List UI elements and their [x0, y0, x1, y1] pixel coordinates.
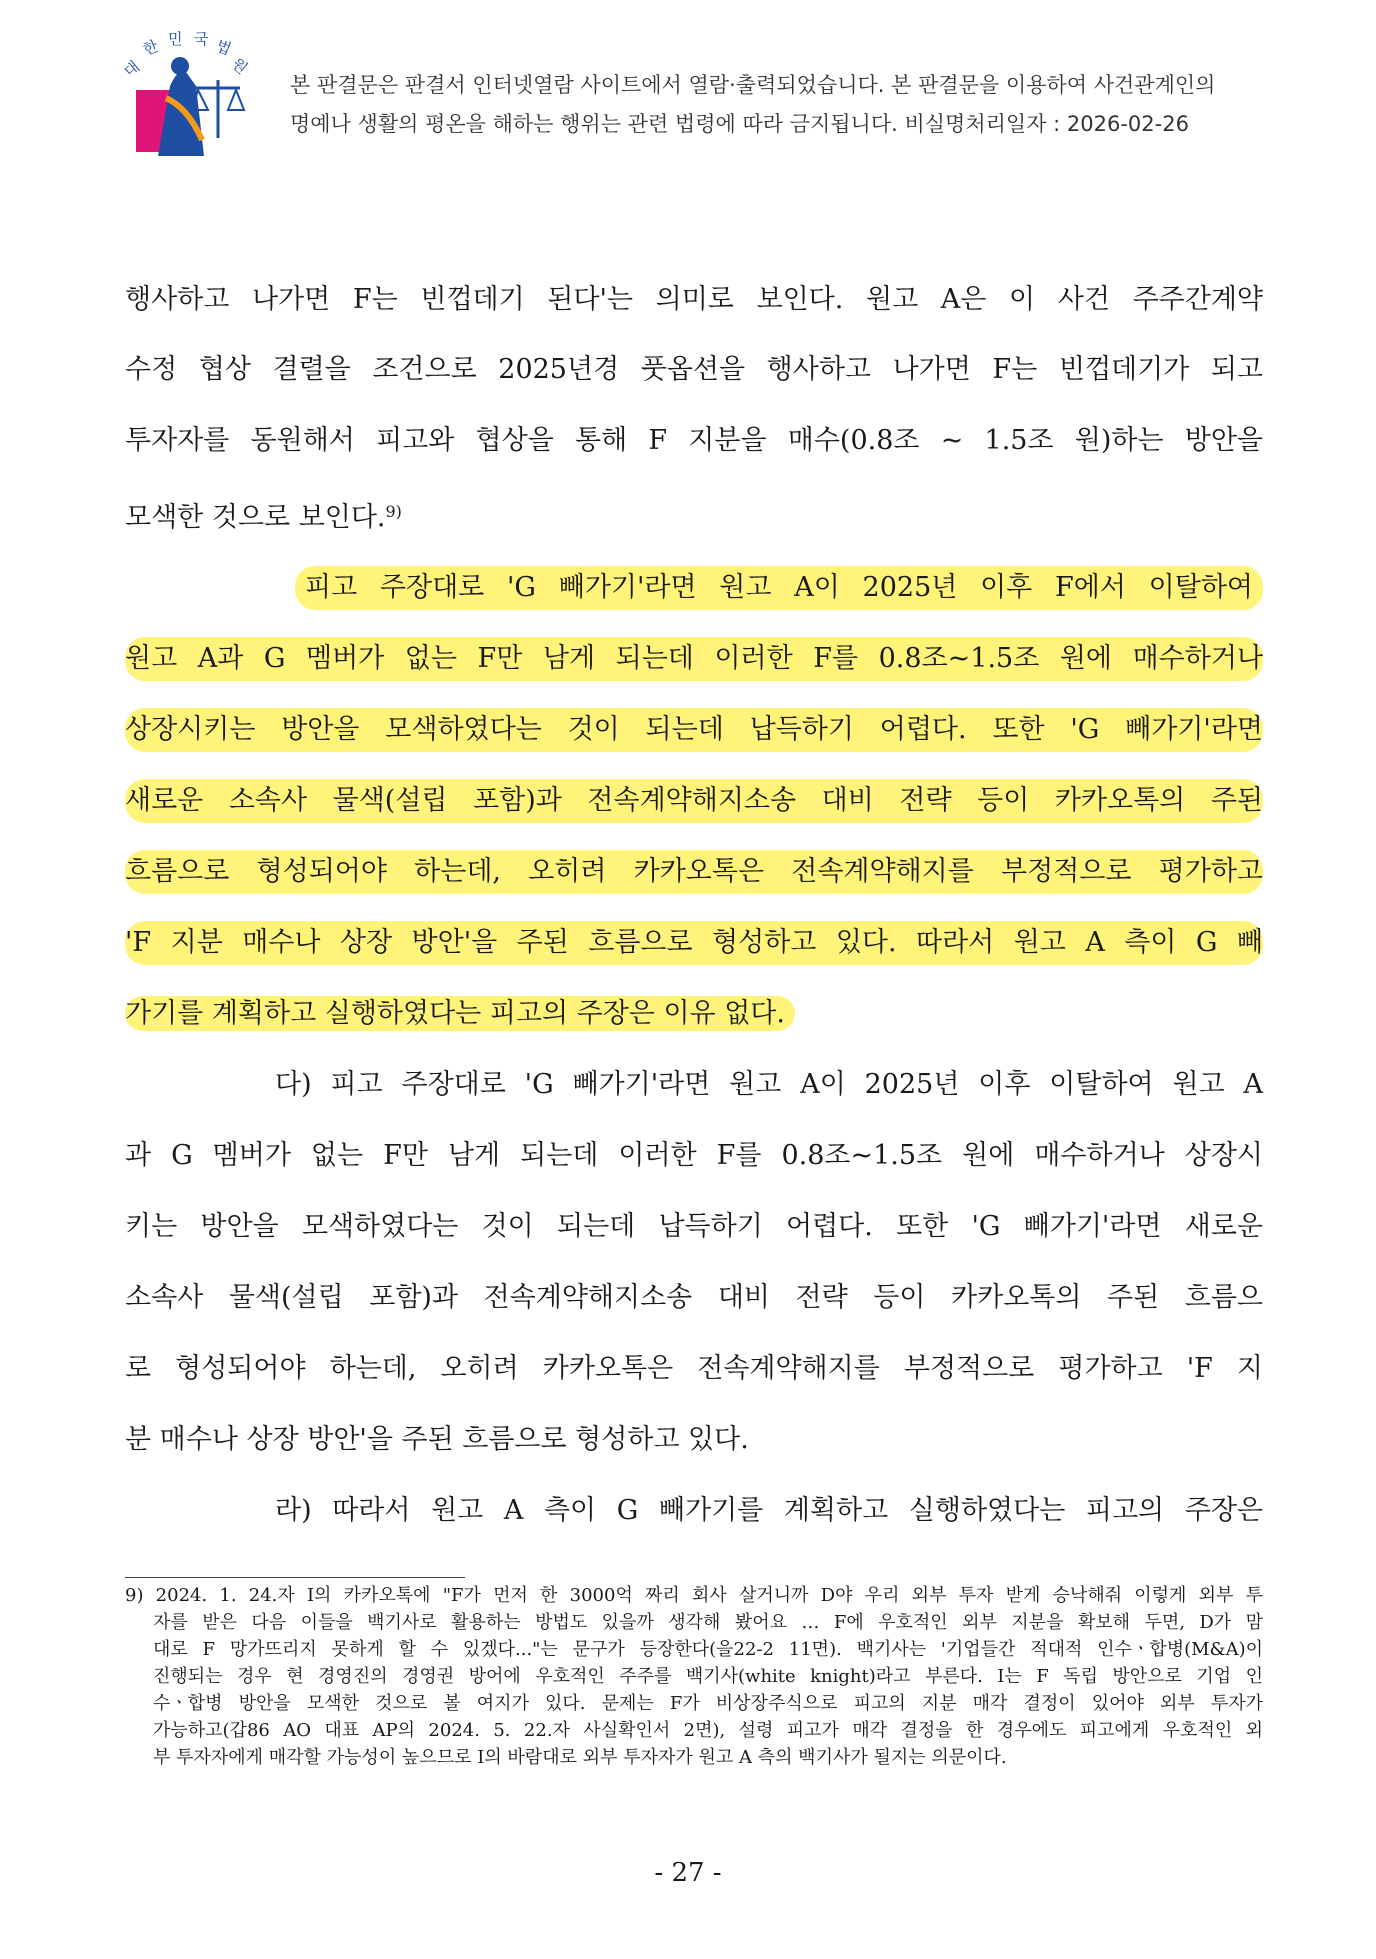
text-line: 키는 방안을 모색하였다는 것이 되는데 납득하기 어렵다. 또한 'G 빼가기'라면 새로운: [125, 1211, 1263, 1242]
svg-text:한: 한: [140, 36, 161, 59]
text-line: 라) 따라서 원고 A 측이 G 빼가기를 계획하고 실행하였다는 피고의 주장은: [275, 1495, 1263, 1526]
text-line: 로 형성되어야 하는데, 오히려 카카오톡은 전속계약해지를 부정적으로 평가하고 'F 지: [125, 1353, 1263, 1384]
text-line: 다) 피고 주장대로 'G 빼가기'라면 원고 A이 2025년 이후 이탈하여 원고 A: [275, 1069, 1263, 1100]
footnote-divider: [125, 1577, 465, 1578]
court-seal-logo: [118, 28, 268, 168]
text-line: 과 G 멤버가 없는 F만 남게 되는데 이러한 F를 0.8조~1.5조 원에 매수하거나 상장시: [125, 1140, 1263, 1171]
footnote-line: 진행되는 경우 현 경영진의 경영권 방어에 우호적인 주주를 백기사(white knight)라고 부른다. I는 F 독립 방안으로 기업 인: [153, 1666, 1263, 1687]
text-line: 수정 협상 결렬을 조건으로 2025년경 풋옵션을 행사하고 나가면 F는 빈껍데기가 되고: [125, 354, 1263, 385]
highlighted-text: 가기를 계획하고 실행하였다는 피고의 주장은 이유 없다.: [125, 996, 795, 1031]
highlighted-text: 원고 A과 G 멤버가 없는 F만 남게 되는데 이러한 F를 0.8조~1.5조 원에 매수하거나: [125, 637, 1263, 681]
footnote-line: 부 투자자에게 매각할 가능성이 높으므로 I의 바람대로 외부 투자자가 원고 A 측의 백기사가 될지는 의문이다.: [153, 1747, 1007, 1768]
page-number: - 27 -: [654, 1858, 722, 1888]
svg-text:민: 민: [168, 30, 183, 48]
notice-line-2: 명예나 생활의 평온을 해하는 행위는 관련 법령에 따라 금지됩니다. 비실명처리일자 : 2026-02-26: [290, 112, 1189, 136]
svg-text:대: 대: [120, 57, 144, 81]
text-line: [305, 566, 1263, 610]
svg-text:법: 법: [213, 36, 234, 59]
highlighted-text: 새로운 소속사 물색(설립 포함)과 전속계약해지소송 대비 전략 등이 카카오톡의 주된: [125, 779, 1263, 823]
footnote-line: 가능하고(갑86 AO 대표 AP의 2024. 5. 22.자 사실확인서 2면), 설령 피고가 매각 결정을 한 경우에도 피고에게 우호적인 외: [153, 1720, 1263, 1741]
header-notice: [290, 66, 1290, 144]
text-line: 분 매수나 상장 방안'을 주된 흐름으로 형성하고 있다.: [125, 1424, 749, 1455]
footnote-line: 대로 F 망가뜨리지 못하게 할 수 있겠다..."는 문구가 등장한다(을22-2 11면). 백기사는 '기업들간 적대적 인수ㆍ합병(M&A)이: [153, 1639, 1263, 1660]
footnote-9: [125, 1582, 1263, 1771]
svg-text:원: 원: [228, 54, 251, 78]
highlighted-text: 흐름으로 형성되어야 하는데, 오히려 카카오톡은 전속계약해지를 부정적으로 평가하고: [125, 850, 1263, 894]
text-line: 투자자를 동원해서 피고와 협상을 통해 F 지분을 매수(0.8조 ~ 1.5조 원)하는 방안을: [125, 425, 1263, 456]
footnote-line: 자를 받은 다음 이들을 백기사로 활용하는 방법도 있을까 생각해 봤어요 … F에 우호적인 외부 지분을 확보해 두면, D가 맘: [153, 1612, 1263, 1633]
text-span: 모색한 것으로 보인다.: [125, 502, 386, 533]
highlighted-text: 상장시키는 방안을 모색하였다는 것이 되는데 납득하기 어렵다. 또한 'G 빼가기'라면: [125, 708, 1263, 752]
footnote-line: 수ㆍ합병 방안을 모색한 것으로 볼 여지가 있다. 문제는 F가 비상장주식으로 피고의 지분 매각 결정이 있어야 외부 투자가: [153, 1693, 1263, 1714]
svg-text:국: 국: [194, 30, 209, 48]
footnote-line: 9) 2024. 1. 24.자 I의 카카오톡에 "F가 먼저 한 3000억 짜리 회사 살거니까 D야 우리 외부 투자 받게 승낙해줘 이렇게 외부 투: [125, 1585, 1263, 1606]
notice-line-1: 본 판결문은 판결서 인터넷열람 사이트에서 열람·출력되었습니다. 본 판결문을 이용하여 사건관계인의: [290, 73, 1216, 97]
text-line: 행사하고 나가면 F는 빈껍데기 된다'는 의미로 보인다. 원고 A은 이 사건 주주간계약: [125, 284, 1263, 315]
footnote-ref: 9): [385, 502, 402, 521]
text-line: [125, 992, 1263, 1036]
text-line: [125, 490, 1263, 534]
highlighted-text: 피고 주장대로 'G 빼가기'라면 원고 A이 2025년 이후 F에서 이탈하여: [295, 566, 1263, 610]
highlighted-text: 'F 지분 매수나 상장 방안'을 주된 흐름으로 형성하고 있다. 따라서 원고 A 측이 G 빼: [125, 921, 1263, 965]
text-line: 소속사 물색(설립 포함)과 전속계약해지소송 대비 전략 등이 카카오톡의 주된 흐름으: [125, 1282, 1263, 1313]
